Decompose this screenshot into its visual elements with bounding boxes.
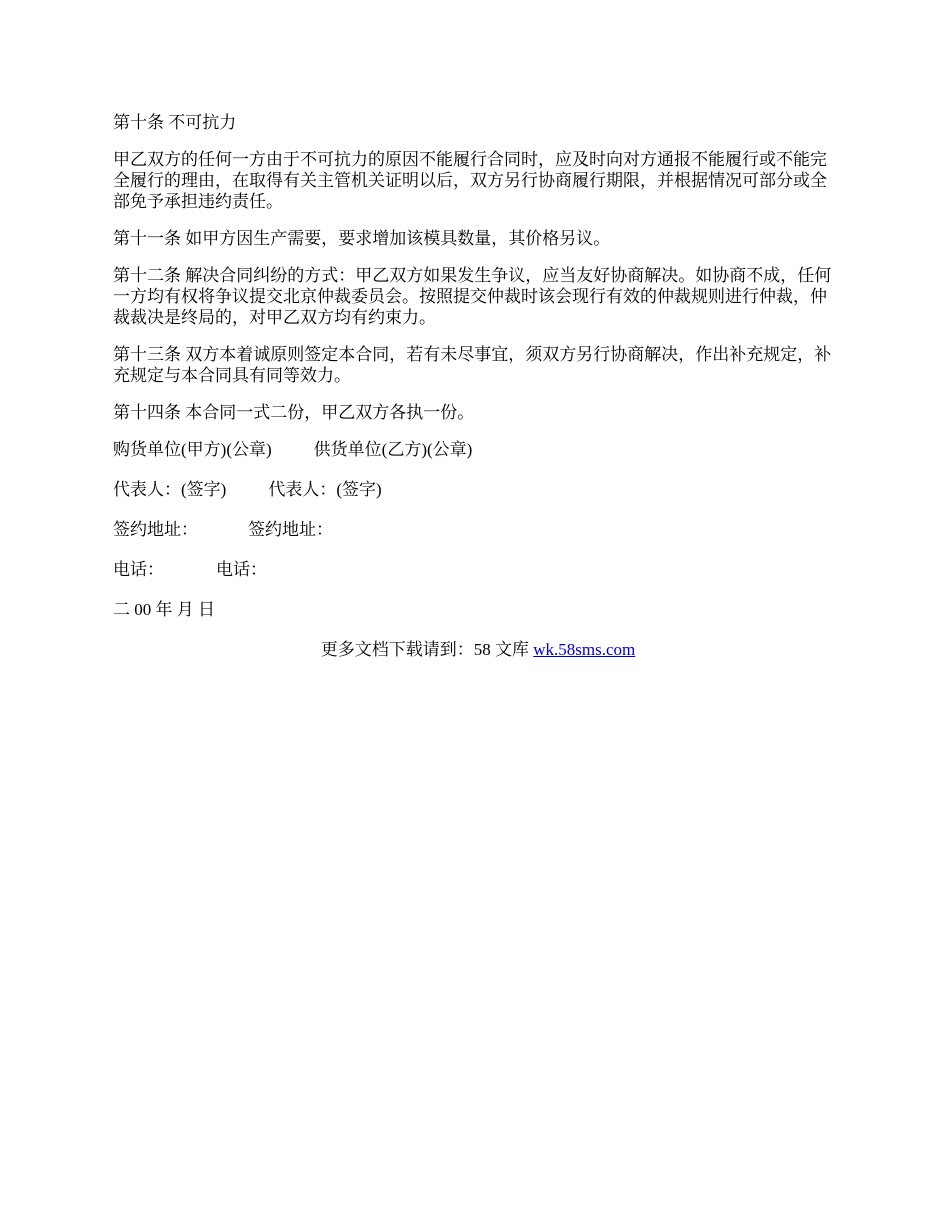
- article-10-body: 甲乙双方的任何一方由于不可抗力的原因不能履行合同时，应及时向对方通报不能履行或不能完全履行的理由，在取得有关主管机关证明以后，双方另行协商履行期限，并根据情况可部分或全部免予承担违约责任。: [113, 150, 827, 211]
- supplier-unit-label: 供货单位(乙方)(公章): [313, 440, 473, 459]
- phone-row: [113, 559, 843, 580]
- buyer-representative-label: 代表人：(签字): [113, 480, 227, 499]
- buyer-phone-label: 电话：: [113, 560, 164, 579]
- buyer-unit-label: 购货单位(甲方)(公章): [113, 440, 272, 459]
- article-13: 第十三条 双方本着诚原则签定本合同，若有未尽事宜，须双方另行协商解决，作出补充规定，补充规定与本合同具有同等效力。: [113, 345, 832, 385]
- address-row: [113, 519, 843, 540]
- buyer-address-label: 签约地址：: [113, 520, 198, 539]
- article-11: 第十一条 如甲方因生产需要，要求增加该模具数量，其价格另议。: [113, 229, 611, 248]
- supplier-phone-label: 电话：: [216, 560, 267, 579]
- supplier-representative-label: 代表人：(签字): [268, 480, 382, 499]
- contract-page: [113, 112, 843, 660]
- date-line: 二 00 年 月 日: [113, 600, 215, 619]
- article-14: 第十四条 本合同一式二份，甲乙双方各执一份。: [113, 403, 475, 422]
- article-10-heading: 第十条 不可抗力: [113, 113, 237, 132]
- representative-row: [113, 479, 843, 500]
- footer-link[interactable]: wk.58sms.com: [533, 640, 636, 659]
- footer-prefix: 更多文档下载请到：58 文库: [320, 640, 534, 659]
- footer-download-note: [113, 639, 843, 660]
- article-12: 第十二条 解决合同纠纷的方式：甲乙双方如果发生争议，应当友好协商解决。如协商不成，任何一方均有权将争议提交北京仲裁委员会。按照提交仲裁时该会现行有效的仲裁规则进行仲裁，仲裁裁决是终局的，对甲乙双方均有约束力。: [113, 266, 832, 327]
- unit-signature-row: [113, 439, 843, 460]
- supplier-address-label: 签约地址：: [248, 520, 333, 539]
